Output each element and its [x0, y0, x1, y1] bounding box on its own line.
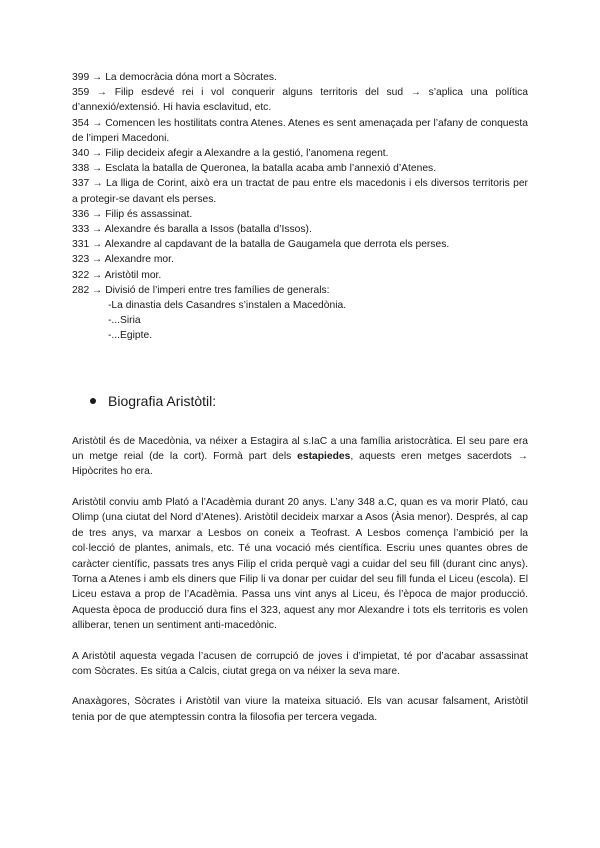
dynasty-item: -La dinastia dels Casandres s’instalen a Macedònia. — [108, 300, 347, 312]
paragraph-text: , aquests eren metges sacerdots → Hipòcrites ho era. — [72, 451, 528, 478]
timeline-list — [72, 70, 528, 298]
timeline-entry: 323 → Alexandre mor. — [72, 254, 174, 266]
section-heading-row — [90, 393, 528, 409]
biography-paragraph-3: A Aristòtil aquesta vegada l’acusen de corrupció de joves i d’impietat, té por d’acabar assassinat com Sòcrates. Es sitúa a Calcis, ciutat grega on va néixer la seva mare. — [72, 650, 528, 677]
timeline-entry: 282 → Divisió de l’imperi entre tres famílies de generals: — [72, 284, 330, 296]
bullet-icon — [90, 398, 96, 404]
section-heading: Biografia Aristòtil: — [108, 392, 217, 409]
timeline-entry: 337 → La lliga de Corint, això era un tractat de pau entre els macedonis i els diversos territoris per a protegir-se davant els perses. — [72, 178, 528, 205]
timeline-entry: 331 → Alexandre al capdavant de la batalla de Gaugamela que derrota els perses. — [72, 239, 450, 251]
timeline-entry: 336 → Filip és assassinat. — [72, 208, 193, 220]
biography-paragraph-1 — [72, 434, 528, 480]
timeline-entry: 354 → Comencen les hostilitats contra Atenes. Atenes es sent amenaçada per l’afany de conquesta de l’imperi Macedoni. — [72, 117, 528, 144]
timeline-entry: 322 → Aristòtil mor. — [72, 269, 162, 281]
paragraph-text: Aristòtil és de Macedònia, va néixer a Estagira al s.IaC a una família aristocràtica. El seu pare era un metge reial (de la cort). Formà part dels — [72, 435, 528, 463]
document-content — [72, 70, 528, 725]
dynasty-item: -...Siria — [108, 315, 141, 327]
timeline-entry: 338 → Esclata la batalla de Queronea, la batalla acaba amb l’annexió d’Atenes. — [72, 163, 437, 175]
timeline-entry: 333 → Alexandre és baralla a Issos (batalla d’Issos). — [72, 224, 312, 236]
timeline-entry: 399 → La democràcia dóna mort a Sòcrates. — [72, 72, 277, 83]
timeline-entry: 340 → Filip decideix afegir a Alexandre a la gestió, l’anomena regent. — [72, 148, 389, 160]
timeline-entry: 359 → Filip esdevé rei i vol conquerir alguns territoris del sud → s’aplica una política d’annexió/extensió. Hi havia esclavitud, etc. — [72, 87, 528, 114]
biography-paragraph-4: Anaxàgores, Sòcrates i Aristòtil van viure la mateixa situació. Els van acusar falsament, Aristòtil tenia por de que atemptessin contra la filosofia per tercera vegada. — [72, 696, 528, 723]
bold-term: estapiedes — [297, 451, 351, 463]
dynasty-item: -...Egipte. — [108, 330, 153, 342]
dynasty-list — [72, 298, 528, 344]
biography-paragraph-2: Aristòtil conviu amb Plató a l’Acadèmia durant 20 anys. L’any 348 a.C, quan es va morir Plató, cau Olimp (una ciutat del Nord d’Atenes). Aristòtil decideix marxar a Asos (Àsia menor). Després, al cap de tres anys, va marxar a Lesbos on coneix a Teofrast. A Lesbos comença l’ambició per la col·lecció de plantes, animals, etc. Té una vocació més científica. Escriu unes quantes obres de caràcter científic, passats tres anys Filip el crida perquè vagi a cuidar del seu fill (durant cinc anys). Torna a Atenes i amb els diners que Filip li va donar per cuidar del seu fill funda el Liceu (escola). El Liceu estava a prop de l’Acadèmia. Passa uns vint anys al Liceu, és l’època de major producció. Aquesta època de producció dura fins el 323, aquest any mor Alexandre i tots els territoris es volen alliberar, tenen un sentiment anti-macedònic. — [72, 496, 528, 632]
